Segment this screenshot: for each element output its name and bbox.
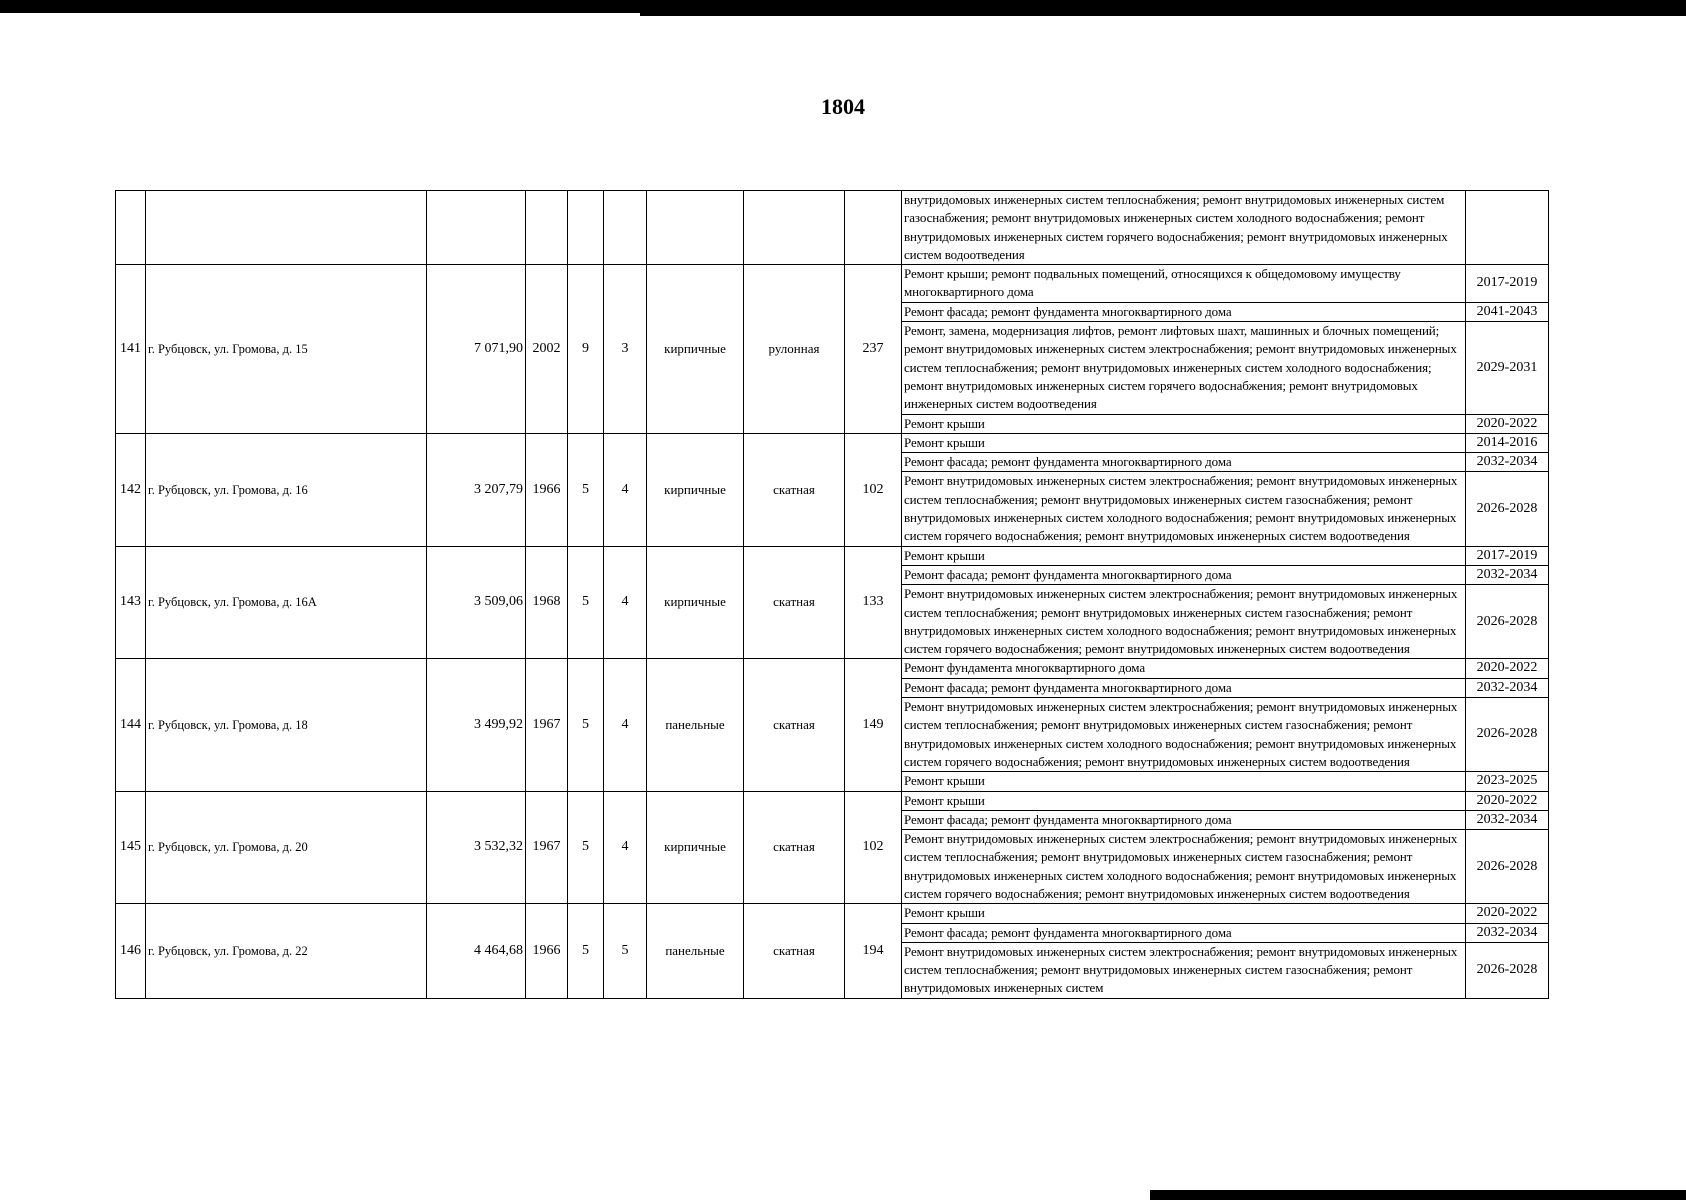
wall-material: панельные [647,904,744,998]
scan-border-top-step [640,13,1686,16]
work-description: Ремонт внутридомовых инженерных систем электроснабжения; ремонт внутридомовых инженерных систем теплоснабжения; ремонт внутридомовых инженерных систем газоснабжения; ремонт внутридомовых инженерных систем холодного водоснабжения; ремонт внутридомовых инженерных систем горячего водоснабжения; ремонт внутридомовых инженерных систем водоотведения [902,830,1466,904]
construction-year: 1966 [526,904,568,998]
work-description: Ремонт, замена, модернизация лифтов, ремонт лифтовых шахт, машинных и блочных помещений; ремонт внутридомовых инженерных систем электроснабжения; ремонт внутридомовых инженерных систем теплоснабжения; ремонт внутридомовых инженерных систем холодного водоснабжения; ремонт внутридомовых инженерных систем горячего водоснабжения; ремонт внутридомовых инженерных систем водоотведения [902,322,1466,414]
work-row [116,433,1549,452]
work-row [116,659,1549,678]
work-period: 2020-2022 [1466,659,1549,678]
row-number: 145 [116,791,146,904]
entrance-count: 4 [604,791,647,904]
building-address: г. Рубцовск, ул. Громова, д. 16 [146,433,427,546]
work-description: Ремонт фундамента многоквартирного дома [902,659,1466,678]
work-description: Ремонт крыши [902,772,1466,791]
work-description: Ремонт внутридомовых инженерных систем электроснабжения; ремонт внутридомовых инженерных систем теплоснабжения; ремонт внутридомовых инженерных систем газоснабжения; ремонт внутридомовых инженерных систем холодного водоснабжения; ремонт внутридомовых инженерных систем горячего водоснабжения; ремонт внутридомовых инженерных систем водоотведения [902,698,1466,772]
wall-material: кирпичные [647,433,744,546]
empty-cell [427,191,526,265]
work-row [116,904,1549,923]
work-period: 2026-2028 [1466,698,1549,772]
work-description: Ремонт фасада; ремонт фундамента многоквартирного дома [902,302,1466,321]
table-body [116,191,1549,999]
work-description: Ремонт фасада; ремонт фундамента многоквартирного дома [902,810,1466,829]
work-period: 2029-2031 [1466,322,1549,414]
row-number: 143 [116,546,146,659]
building-address: г. Рубцовск, ул. Громова, д. 15 [146,265,427,434]
work-period: 2032-2034 [1466,678,1549,697]
work-period: 2041-2043 [1466,302,1549,321]
construction-year: 1966 [526,433,568,546]
building-area: 4 464,68 [427,904,526,998]
work-period: 2026-2028 [1466,830,1549,904]
work-description: Ремонт фасада; ремонт фундамента многоквартирного дома [902,678,1466,697]
empty-cell [568,191,604,265]
empty-cell [116,191,146,265]
work-description: Ремонт внутридомовых инженерных систем электроснабжения; ремонт внутридомовых инженерных систем теплоснабжения; ремонт внутридомовых инженерных систем газоснабжения; ремонт внутридомовых инженерных систем холодного водоснабжения; ремонт внутридомовых инженерных систем горячего водоснабжения; ремонт внутридомовых инженерных систем водоотведения [902,585,1466,659]
empty-cell [647,191,744,265]
work-period: 2026-2028 [1466,585,1549,659]
construction-year: 2002 [526,265,568,434]
construction-year: 1967 [526,791,568,904]
floor-count: 5 [568,659,604,791]
empty-period-cell [1466,191,1549,265]
resident-count: 102 [845,433,902,546]
wall-material: панельные [647,659,744,791]
wall-material: кирпичные [647,546,744,659]
construction-year: 1967 [526,659,568,791]
work-period: 2017-2019 [1466,265,1549,303]
building-address: г. Рубцовск, ул. Громова, д. 18 [146,659,427,791]
work-period: 2017-2019 [1466,546,1549,565]
empty-cell [526,191,568,265]
roof-type: скатная [744,546,845,659]
construction-year: 1968 [526,546,568,659]
work-period: 2032-2034 [1466,923,1549,942]
scan-border-top [0,0,1686,13]
building-address: г. Рубцовск, ул. Громова, д. 20 [146,791,427,904]
work-description: Ремонт крыши [902,414,1466,433]
work-description: Ремонт фасада; ремонт фундамента многоквартирного дома [902,453,1466,472]
building-area: 7 071,90 [427,265,526,434]
work-period: 2020-2022 [1466,414,1549,433]
work-period: 2032-2034 [1466,810,1549,829]
work-description: Ремонт фасада; ремонт фундамента многоквартирного дома [902,565,1466,584]
building-area: 3 509,06 [427,546,526,659]
floor-count: 5 [568,791,604,904]
page-number: 1804 [821,94,865,119]
resident-count: 102 [845,791,902,904]
work-description: Ремонт крыши; ремонт подвальных помещений, относящихся к общедомовому имуществу многоквартирного дома [902,265,1466,303]
work-description: Ремонт крыши [902,791,1466,810]
work-description: Ремонт фасада; ремонт фундамента многоквартирного дома [902,923,1466,942]
work-period: 2023-2025 [1466,772,1549,791]
work-description: Ремонт внутридомовых инженерных систем электроснабжения; ремонт внутридомовых инженерных систем теплоснабжения; ремонт внутридомовых инженерных систем газоснабжения; ремонт внутридомовых инженерных систем [902,942,1466,998]
resident-count: 133 [845,546,902,659]
work-period: 2026-2028 [1466,942,1549,998]
continuation-row [116,191,1549,265]
building-area: 3 499,92 [427,659,526,791]
repair-schedule-table [115,190,1549,999]
row-number: 141 [116,265,146,434]
entrance-count: 4 [604,659,647,791]
roof-type: скатная [744,791,845,904]
empty-cell [146,191,427,265]
floor-count: 9 [568,265,604,434]
resident-count: 237 [845,265,902,434]
work-period: 2032-2034 [1466,565,1549,584]
work-description: Ремонт крыши [902,433,1466,452]
entrance-count: 5 [604,904,647,998]
wall-material: кирпичные [647,791,744,904]
resident-count: 149 [845,659,902,791]
resident-count: 194 [845,904,902,998]
work-row [116,265,1549,303]
work-row [116,791,1549,810]
building-address: г. Рубцовск, ул. Громова, д. 22 [146,904,427,998]
row-number: 146 [116,904,146,998]
work-description: Ремонт крыши [902,546,1466,565]
floor-count: 5 [568,904,604,998]
wall-material: кирпичные [647,265,744,434]
roof-type: скатная [744,659,845,791]
roof-type: скатная [744,904,845,998]
entrance-count: 4 [604,433,647,546]
roof-type: рулонная [744,265,845,434]
work-description: Ремонт крыши [902,904,1466,923]
work-row [116,546,1549,565]
work-description: Ремонт внутридомовых инженерных систем электроснабжения; ремонт внутридомовых инженерных систем теплоснабжения; ремонт внутридомовых инженерных систем газоснабжения; ремонт внутридомовых инженерных систем холодного водоснабжения; ремонт внутридомовых инженерных систем горячего водоснабжения; ремонт внутридомовых инженерных систем водоотведения [902,472,1466,546]
floor-count: 5 [568,433,604,546]
building-area: 3 207,79 [427,433,526,546]
work-period: 2020-2022 [1466,904,1549,923]
entrance-count: 3 [604,265,647,434]
empty-cell [604,191,647,265]
empty-cell [845,191,902,265]
entrance-count: 4 [604,546,647,659]
row-number: 142 [116,433,146,546]
empty-cell [744,191,845,265]
work-period: 2020-2022 [1466,791,1549,810]
floor-count: 5 [568,546,604,659]
roof-type: скатная [744,433,845,546]
work-period: 2032-2034 [1466,453,1549,472]
work-description: внутридомовых инженерных систем теплоснабжения; ремонт внутридомовых инженерных систем газоснабжения; ремонт внутридомовых инженерных систем холодного водоснабжения; ремонт внутридомовых инженерных систем горячего водоснабжения; ремонт внутридомовых инженерных систем водоотведения [902,191,1466,265]
work-period: 2014-2016 [1466,433,1549,452]
building-address: г. Рубцовск, ул. Громова, д. 16А [146,546,427,659]
work-period: 2026-2028 [1466,472,1549,546]
row-number: 144 [116,659,146,791]
scan-border-bottom [1150,1190,1686,1200]
building-area: 3 532,32 [427,791,526,904]
